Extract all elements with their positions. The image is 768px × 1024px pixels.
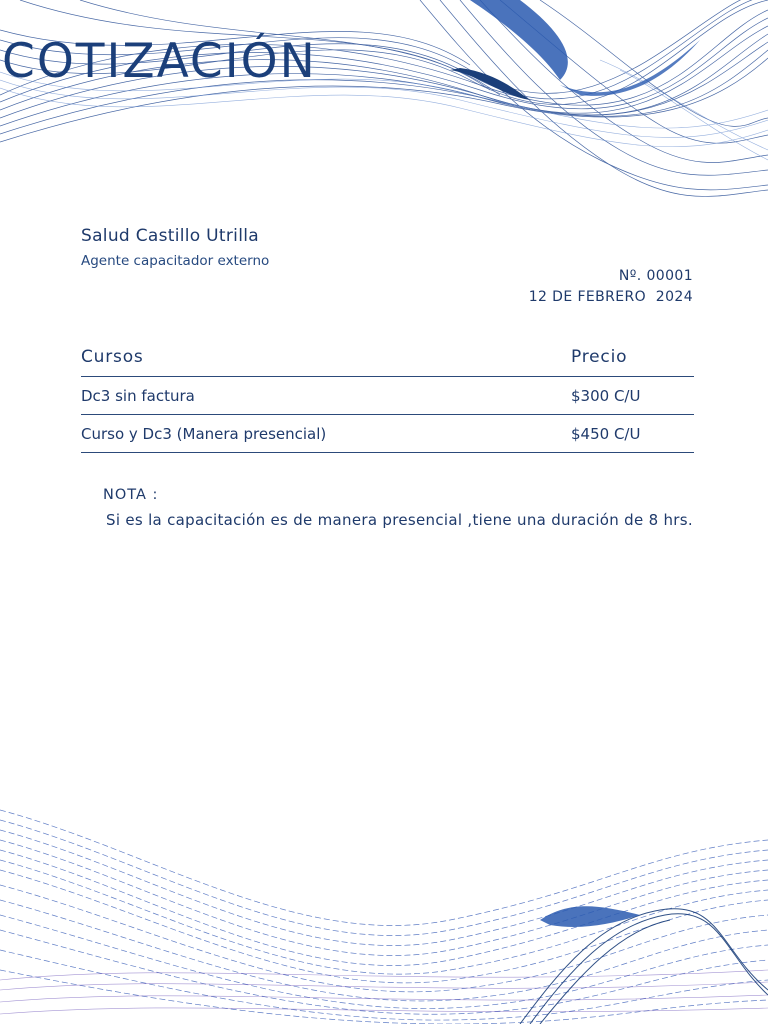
course-name: Curso y Dc3 (Manera presencial) — [81, 424, 327, 443]
table-row — [81, 415, 694, 453]
note-text: Si es la capacitación es de manera presencial ,tiene una duración de 8 hrs. — [106, 511, 693, 529]
top-wave-decoration — [0, 0, 768, 200]
course-price: $300 C/U — [571, 386, 641, 405]
quote-date: 12 DE FEBRERO 2024 — [528, 289, 693, 305]
quote-meta — [529, 266, 693, 308]
table-header — [81, 338, 694, 377]
course-price: $450 C/U — [571, 424, 641, 443]
header-courses: Cursos — [81, 347, 144, 367]
table-row — [81, 377, 694, 415]
quote-number: Nº. 00001 — [618, 268, 693, 284]
course-name: Dc3 sin factura — [81, 386, 195, 405]
header-price: Precio — [571, 347, 628, 367]
sender-role: Agente capacitador externo — [81, 253, 270, 269]
document-title: COTIZACIÓN — [2, 34, 317, 89]
courses-table — [81, 338, 694, 453]
sender-name: Salud Castillo Utrilla — [81, 226, 259, 246]
note-label: NOTA : — [103, 487, 159, 503]
bottom-wave-decoration — [0, 790, 768, 1024]
